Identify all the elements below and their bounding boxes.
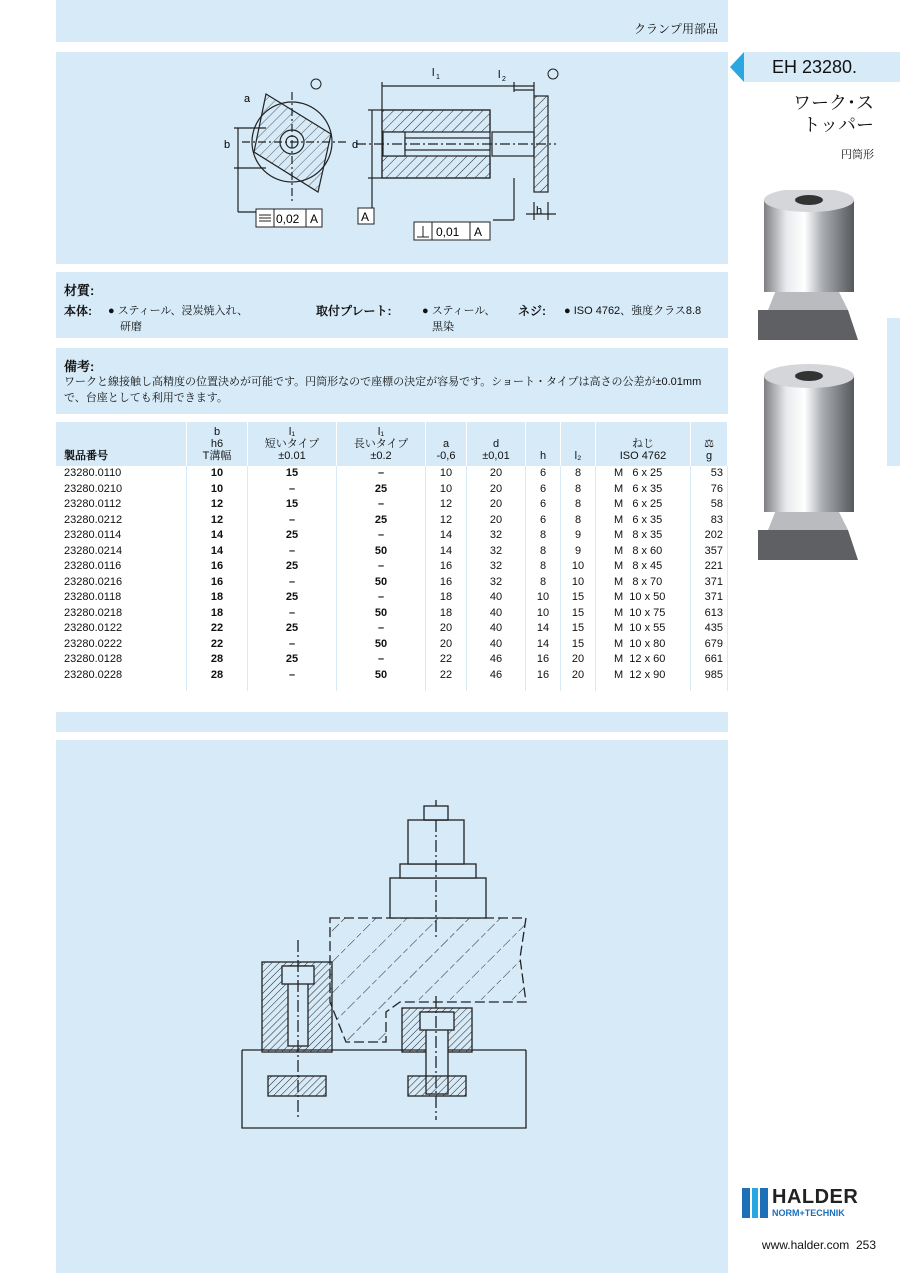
- table-cell: 23280.0114: [56, 528, 187, 544]
- table-cell: 12: [187, 513, 248, 529]
- table-cell: [561, 683, 596, 691]
- table-cell: 9: [561, 528, 596, 544]
- table-cell: 23280.0218: [56, 606, 187, 622]
- table-cell: 20: [561, 652, 596, 668]
- table-cell: –: [337, 528, 426, 544]
- table-cell: [187, 683, 248, 691]
- page-footer: [762, 1238, 876, 1252]
- perpendicularity-datum: A: [474, 225, 483, 239]
- remarks-text: ワークと線接触し高精度の位置決めが可能です。円筒形なので座標の決定が容易です。ショート・タイプは高さの公差が±0.01mmで、台座としても利用できます。: [64, 376, 702, 404]
- table-cell: 6: [526, 482, 561, 498]
- table-cell: –: [248, 637, 337, 653]
- table-cell: –: [337, 466, 426, 482]
- table-cell: 25: [337, 482, 426, 498]
- table-cell: 357: [691, 544, 728, 560]
- table-cell: 40: [467, 637, 526, 653]
- application-drawing: [56, 740, 728, 1273]
- flatness-datum: A: [310, 212, 319, 226]
- technical-drawing-panel: [56, 52, 728, 264]
- table-cell: 8: [561, 513, 596, 529]
- table-cell: 16: [526, 668, 561, 684]
- table-cell: 6: [526, 513, 561, 529]
- table-cell: 18: [426, 590, 467, 606]
- product-subtitle: 円筒形: [841, 149, 874, 161]
- table-cell: 22: [426, 652, 467, 668]
- table-cell: 32: [467, 559, 526, 575]
- table-cell: 10: [187, 482, 248, 498]
- table-cell: 15: [248, 466, 337, 482]
- table-cell: 23280.0118: [56, 590, 187, 606]
- table-cell: M 10 x 55: [596, 621, 691, 637]
- table-row: [56, 575, 728, 591]
- table-row: [56, 544, 728, 560]
- table-cell: 6: [526, 466, 561, 482]
- table-cell: 53: [691, 466, 728, 482]
- plate-material: ● スティール、 黒染: [422, 305, 496, 333]
- page-number: 253: [855, 1238, 876, 1252]
- table-cell: 28: [187, 652, 248, 668]
- table-cell: M 10 x 80: [596, 637, 691, 653]
- table-cell: 8: [526, 559, 561, 575]
- table-cell: [596, 683, 691, 691]
- table-cell: [526, 683, 561, 691]
- table-cell: 10: [426, 466, 467, 482]
- brand-sub: NORM+TECHNIK: [772, 1208, 845, 1218]
- table-cell: 14: [526, 637, 561, 653]
- table-cell: 14: [187, 528, 248, 544]
- table-cell: –: [248, 544, 337, 560]
- table-cell: 15: [248, 497, 337, 513]
- table-cell: 22: [426, 668, 467, 684]
- table-cell: 23280.0112: [56, 497, 187, 513]
- table-row: [56, 621, 728, 637]
- brand-name: HALDER: [772, 1186, 859, 1208]
- table-cell: 12: [187, 497, 248, 513]
- table-cell: 20: [467, 497, 526, 513]
- table-cell: 50: [337, 575, 426, 591]
- table-row: [56, 590, 728, 606]
- table-cell: 661: [691, 652, 728, 668]
- col-header-l1-long: l₁ 長いタイプ ±0.2: [337, 422, 426, 466]
- table-cell: 15: [561, 590, 596, 606]
- table-cell: –: [248, 606, 337, 622]
- table-cell: [426, 683, 467, 691]
- table-cell: 18: [187, 606, 248, 622]
- table-cell: M 8 x 60: [596, 544, 691, 560]
- table-cell: 8: [561, 497, 596, 513]
- table-cell: 10: [526, 590, 561, 606]
- table-cell: M 6 x 25: [596, 497, 691, 513]
- table-cell: M 8 x 35: [596, 528, 691, 544]
- table-cell: 25: [337, 513, 426, 529]
- table-cell: 23280.0110: [56, 466, 187, 482]
- table-cell: 32: [467, 544, 526, 560]
- col-header-thread: ねじ ISO 4762: [596, 422, 691, 466]
- dim-l2-sub: 2: [502, 76, 506, 83]
- table-cell: 16: [526, 652, 561, 668]
- section-title: クランプ用部品: [633, 22, 718, 36]
- table-cell: –: [337, 652, 426, 668]
- table-cell: 371: [691, 590, 728, 606]
- col-header-l2: l₂: [561, 422, 596, 466]
- projection-symbol-icon: [311, 79, 321, 89]
- table-cell: 23280.0210: [56, 482, 187, 498]
- table-cell: –: [337, 559, 426, 575]
- table-cell: –: [337, 590, 426, 606]
- technical-drawing: [56, 52, 728, 264]
- table-cell: 23280.0212: [56, 513, 187, 529]
- screw-label: ネジ:: [518, 304, 546, 318]
- product-name: [793, 92, 874, 136]
- table-cell: 8: [526, 544, 561, 560]
- col-header-part-number: 製品番号: [56, 422, 187, 466]
- table-row: [56, 668, 728, 684]
- remarks-title: 備考:: [64, 359, 95, 374]
- table-cell: 25: [248, 528, 337, 544]
- table-cell: 83: [691, 513, 728, 529]
- table-row: [56, 652, 728, 668]
- table-cell: M 6 x 35: [596, 513, 691, 529]
- table-cell: 6: [526, 497, 561, 513]
- table-cell: 15: [561, 637, 596, 653]
- spec-table: [56, 422, 728, 691]
- table-cell: 8: [561, 482, 596, 498]
- col-header-d: d ±0,01: [467, 422, 526, 466]
- product-name-line1: ワーク･ス: [793, 93, 874, 113]
- table-cell: 76: [691, 482, 728, 498]
- table-cell: 613: [691, 606, 728, 622]
- col-header-b: b h6 T溝幅: [187, 422, 248, 466]
- product-code-tab: [744, 52, 900, 82]
- table-cell: [691, 683, 728, 691]
- table-cell: 50: [337, 637, 426, 653]
- table-cell: 18: [187, 590, 248, 606]
- col-header-a: a -0,6: [426, 422, 467, 466]
- table-cell: 25: [248, 621, 337, 637]
- table-cell: 10: [561, 559, 596, 575]
- table-row: [56, 559, 728, 575]
- table-cell: 10: [561, 575, 596, 591]
- table-cell: 371: [691, 575, 728, 591]
- table-cell: 20: [561, 668, 596, 684]
- table-cell: 202: [691, 528, 728, 544]
- table-cell: 32: [467, 575, 526, 591]
- table-row: [56, 528, 728, 544]
- dim-l1-sub: 1: [436, 74, 440, 81]
- table-cell: 25: [248, 652, 337, 668]
- table-cell: 16: [187, 559, 248, 575]
- table-cell: [337, 683, 426, 691]
- table-header-row: [56, 422, 728, 466]
- col-header-l1-short: l₁ 短いタイプ ±0.01: [248, 422, 337, 466]
- table-cell: 20: [426, 637, 467, 653]
- table-cell: M 6 x 25: [596, 466, 691, 482]
- table-cell: M 12 x 60: [596, 652, 691, 668]
- table-row: [56, 513, 728, 529]
- table-row: [56, 497, 728, 513]
- table-cell: 9: [561, 544, 596, 560]
- table-cell: 46: [467, 652, 526, 668]
- dim-d-label: d: [352, 139, 359, 151]
- table-cell: 40: [467, 621, 526, 637]
- screw-material: ● ISO 4762、強度クラス8.8: [564, 305, 702, 317]
- table-cell: M 12 x 90: [596, 668, 691, 684]
- table-cell: 15: [561, 621, 596, 637]
- table-cell: 10: [187, 466, 248, 482]
- col-header-h: h: [526, 422, 561, 466]
- table-cell: M 10 x 50: [596, 590, 691, 606]
- halder-logo-icon: [742, 1188, 768, 1218]
- table-cell: 23280.0228: [56, 668, 187, 684]
- table-cell: 985: [691, 668, 728, 684]
- table-cell: 8: [561, 466, 596, 482]
- table-cell: 16: [426, 559, 467, 575]
- tab-arrow-icon: [730, 52, 744, 82]
- table-cell: –: [337, 621, 426, 637]
- table-cell: 50: [337, 606, 426, 622]
- table-cell: 10: [526, 606, 561, 622]
- table-cell: 20: [467, 466, 526, 482]
- table-cell: –: [337, 497, 426, 513]
- table-cell: –: [248, 513, 337, 529]
- table-cell: 50: [337, 544, 426, 560]
- table-cell: M 8 x 70: [596, 575, 691, 591]
- plate-label: 取付プレート:: [316, 304, 392, 318]
- table-cell: 15: [561, 606, 596, 622]
- header-band: [56, 0, 728, 42]
- divider-band: [56, 712, 728, 732]
- table-cell: 25: [248, 590, 337, 606]
- projection-symbol-icon: [548, 69, 558, 79]
- table-row: [56, 637, 728, 653]
- table-cell: 22: [187, 637, 248, 653]
- table-cell: 20: [467, 482, 526, 498]
- table-cell: 23280.0116: [56, 559, 187, 575]
- table-cell: 14: [426, 544, 467, 560]
- table-cell: 40: [467, 590, 526, 606]
- table-cell: 8: [526, 575, 561, 591]
- table-cell: 20: [467, 513, 526, 529]
- table-cell: –: [248, 482, 337, 498]
- table-cell: –: [248, 575, 337, 591]
- datum-a-letter: A: [361, 210, 370, 224]
- table-row: [56, 482, 728, 498]
- weight-icon: ⚖: [704, 438, 714, 450]
- product-code: EH 23280.: [772, 57, 858, 77]
- table-cell: 25: [248, 559, 337, 575]
- product-photos: [748, 190, 888, 560]
- dim-h-label: h: [536, 205, 543, 217]
- table-cell: 12: [426, 513, 467, 529]
- product-photo-long: [758, 364, 858, 560]
- body-label: 本体:: [64, 304, 92, 318]
- website-link[interactable]: www.halder.com: [761, 1238, 850, 1252]
- table-cell: M 8 x 45: [596, 559, 691, 575]
- product-name-line2: トッパー: [802, 115, 874, 135]
- table-cell: 23280.0222: [56, 637, 187, 653]
- table-cell: 23280.0214: [56, 544, 187, 560]
- table-cell: 14: [526, 621, 561, 637]
- table-row: [56, 606, 728, 622]
- material-panel: [56, 272, 728, 338]
- table-cell: 12: [426, 497, 467, 513]
- body-material: ● スティール、浸炭焼入れ、 研磨: [108, 305, 249, 333]
- dim-l1-label: l: [432, 67, 435, 79]
- flatness-value: 0,02: [276, 212, 300, 226]
- table-cell: 10: [426, 482, 467, 498]
- side-view: [356, 82, 556, 220]
- application-drawing-panel: [56, 740, 728, 1273]
- table-cell: 28: [187, 668, 248, 684]
- product-photo-short: [758, 190, 858, 340]
- table-cell: 16: [426, 575, 467, 591]
- table-row: [56, 466, 728, 482]
- front-view: [234, 92, 346, 212]
- remarks-panel: [56, 348, 728, 414]
- dim-a-label: a: [244, 93, 251, 105]
- perpendicularity-value: 0,01: [436, 225, 460, 239]
- material-title: 材質:: [64, 283, 95, 298]
- dim-l2-label: l: [498, 69, 501, 81]
- table-cell: [248, 683, 337, 691]
- table-cell: 14: [426, 528, 467, 544]
- table-cell: [467, 683, 526, 691]
- table-cell: –: [248, 668, 337, 684]
- col-header-weight: ⚖ g: [691, 422, 728, 466]
- table-cell: 50: [337, 668, 426, 684]
- table-cell: 435: [691, 621, 728, 637]
- table-cell: 58: [691, 497, 728, 513]
- side-tab: [887, 318, 900, 466]
- table-cell: 679: [691, 637, 728, 653]
- dim-b-label: b: [224, 139, 231, 151]
- table-cell: 23280.0122: [56, 621, 187, 637]
- table-cell: 46: [467, 668, 526, 684]
- table-cell: 23280.0128: [56, 652, 187, 668]
- table-cell: 20: [426, 621, 467, 637]
- table-cell: 23280.0216: [56, 575, 187, 591]
- table-cell: 221: [691, 559, 728, 575]
- table-cell: 32: [467, 528, 526, 544]
- table-row-spacer: [56, 683, 728, 691]
- table-cell: 14: [187, 544, 248, 560]
- table-cell: 40: [467, 606, 526, 622]
- table-cell: M 10 x 75: [596, 606, 691, 622]
- table-cell: [56, 683, 187, 691]
- table-cell: 22: [187, 621, 248, 637]
- table-cell: M 6 x 35: [596, 482, 691, 498]
- table-cell: 16: [187, 575, 248, 591]
- table-cell: 8: [526, 528, 561, 544]
- table-cell: 18: [426, 606, 467, 622]
